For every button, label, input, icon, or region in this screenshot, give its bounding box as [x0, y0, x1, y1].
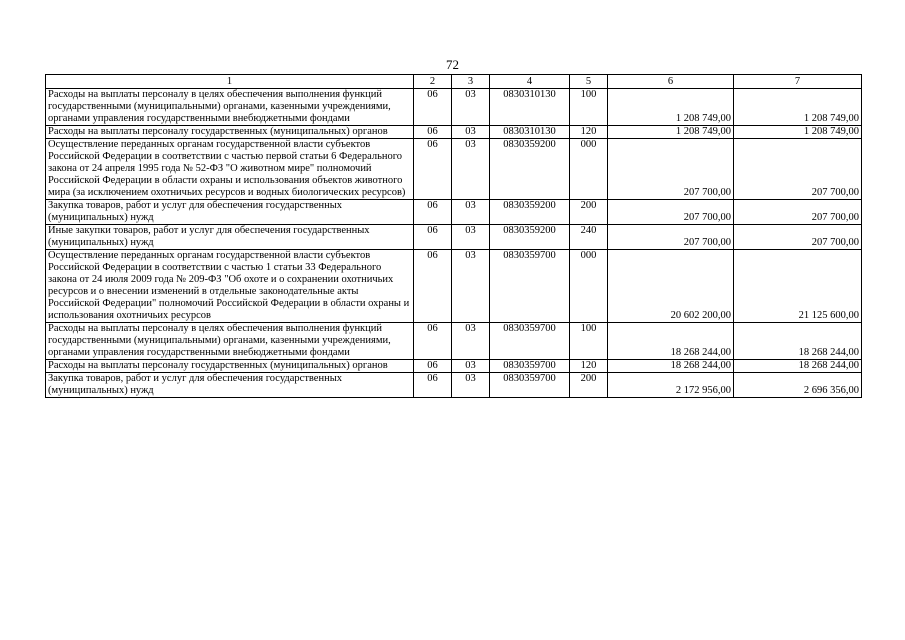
row-name-cell: Осуществление переданных органам государственной власти субъектов Российской Федерации в соответствии с частью первой статьи 6 Федерального закона от 24 апреля 1995 года № 52-ФЗ "О животном мире" полномочий Российской Федерации в области охраны и использования объектов животного мира (за исключением охотничьих ресурсов и водных биологических ресурсов)	[46, 139, 414, 200]
subsection-code-cell: 03	[452, 250, 490, 323]
page-number: 72	[446, 57, 459, 72]
amount-year1-cell: 18 268 244,00	[608, 323, 734, 360]
expense-type-cell: 120	[570, 360, 608, 373]
amount-year2-cell: 2 696 356,00	[734, 373, 862, 398]
expense-type-cell: 000	[570, 139, 608, 200]
subsection-code-cell: 03	[452, 89, 490, 126]
target-article-cell: 0830359700	[490, 323, 570, 360]
amount-year1-cell: 207 700,00	[608, 200, 734, 225]
row-name-cell: Расходы на выплаты персоналу в целях обеспечения выполнения функций государственными (муниципальными) органами, казенными учреждениями, органами управления государственными внебюджетными фондами	[46, 89, 414, 126]
subsection-code-cell: 03	[452, 200, 490, 225]
amount-year2-cell: 1 208 749,00	[734, 89, 862, 126]
section-code-cell: 06	[414, 126, 452, 139]
amount-year2-cell: 1 208 749,00	[734, 126, 862, 139]
target-article-cell: 0830359700	[490, 373, 570, 398]
amount-year2-cell: 207 700,00	[734, 200, 862, 225]
expense-type-cell: 100	[570, 323, 608, 360]
section-code-cell: 06	[414, 373, 452, 398]
target-article-cell: 0830359700	[490, 360, 570, 373]
target-article-cell: 0830310130	[490, 126, 570, 139]
amount-year2-cell: 21 125 600,00	[734, 250, 862, 323]
section-code-cell: 06	[414, 225, 452, 250]
section-code-cell: 06	[414, 200, 452, 225]
expense-type-cell: 100	[570, 89, 608, 126]
table-row	[46, 139, 862, 200]
row-name-cell: Расходы на выплаты персоналу государственных (муниципальных) органов	[46, 360, 414, 373]
target-article-cell: 0830359700	[490, 250, 570, 323]
amount-year2-cell: 207 700,00	[734, 225, 862, 250]
table-row	[46, 126, 862, 139]
target-article-cell: 0830359200	[490, 225, 570, 250]
row-name-cell: Осуществление переданных органам государственной власти субъектов Российской Федерации в соответствии с частью 1 статьи 33 Федерального закона от 24 июля 2009 года № 209-ФЗ "Об охоте и о сохранении охотничьих ресурсов и о внесении изменений в отдельные законодательные акты Российской Федерации" полномочий Российской Федерации в области охраны и использования охотничьих ресурсов	[46, 250, 414, 323]
table-row	[46, 373, 862, 398]
section-code-cell: 06	[414, 250, 452, 323]
amount-year2-cell: 207 700,00	[734, 139, 862, 200]
row-name-cell: Расходы на выплаты персоналу государственных (муниципальных) органов	[46, 126, 414, 139]
subsection-code-cell: 03	[452, 225, 490, 250]
row-name-cell: Закупка товаров, работ и услуг для обеспечения государственных (муниципальных) нужд	[46, 373, 414, 398]
subsection-code-cell: 03	[452, 139, 490, 200]
section-code-cell: 06	[414, 89, 452, 126]
column-header: 1	[46, 75, 414, 89]
table-row	[46, 250, 862, 323]
amount-year1-cell: 1 208 749,00	[608, 126, 734, 139]
target-article-cell: 0830310130	[490, 89, 570, 126]
table-row	[46, 89, 862, 126]
table-row	[46, 323, 862, 360]
amount-year1-cell: 18 268 244,00	[608, 360, 734, 373]
column-header: 5	[570, 75, 608, 89]
column-header: 4	[490, 75, 570, 89]
row-name-cell: Расходы на выплаты персоналу в целях обеспечения выполнения функций государственными (муниципальными) органами, казенными учреждениями, органами управления государственными внебюджетными фондами	[46, 323, 414, 360]
amount-year2-cell: 18 268 244,00	[734, 360, 862, 373]
amount-year1-cell: 1 208 749,00	[608, 89, 734, 126]
subsection-code-cell: 03	[452, 360, 490, 373]
section-code-cell: 06	[414, 323, 452, 360]
expense-type-cell: 240	[570, 225, 608, 250]
table-row	[46, 360, 862, 373]
budget-table	[45, 74, 862, 398]
amount-year1-cell: 2 172 956,00	[608, 373, 734, 398]
expense-type-cell: 200	[570, 200, 608, 225]
column-header: 6	[608, 75, 734, 89]
amount-year2-cell: 18 268 244,00	[734, 323, 862, 360]
expense-type-cell: 000	[570, 250, 608, 323]
table-row	[46, 200, 862, 225]
section-code-cell: 06	[414, 139, 452, 200]
section-code-cell: 06	[414, 360, 452, 373]
target-article-cell: 0830359200	[490, 139, 570, 200]
subsection-code-cell: 03	[452, 126, 490, 139]
amount-year1-cell: 207 700,00	[608, 139, 734, 200]
row-name-cell: Закупка товаров, работ и услуг для обеспечения государственных (муниципальных) нужд	[46, 200, 414, 225]
table-row	[46, 225, 862, 250]
expense-type-cell: 120	[570, 126, 608, 139]
subsection-code-cell: 03	[452, 373, 490, 398]
amount-year1-cell: 207 700,00	[608, 225, 734, 250]
subsection-code-cell: 03	[452, 323, 490, 360]
column-header: 3	[452, 75, 490, 89]
expense-type-cell: 200	[570, 373, 608, 398]
column-header: 7	[734, 75, 862, 89]
row-name-cell: Иные закупки товаров, работ и услуг для обеспечения государственных (муниципальных) нужд	[46, 225, 414, 250]
table-header-row	[46, 75, 862, 89]
target-article-cell: 0830359200	[490, 200, 570, 225]
amount-year1-cell: 20 602 200,00	[608, 250, 734, 323]
column-header: 2	[414, 75, 452, 89]
